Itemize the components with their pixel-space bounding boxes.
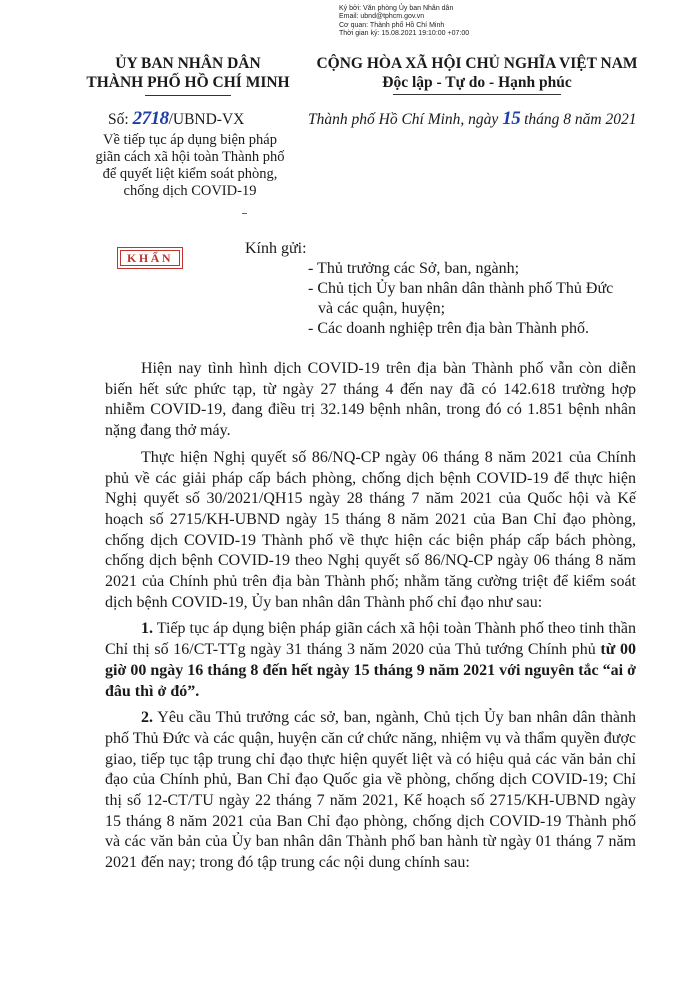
stamp-label: KHẨN: [127, 250, 173, 265]
item-1-emphasis: từ 00 giờ 00 ngày 16 tháng 8 đến hết ngày 15 tháng 9 năm 2021 với nguyên tắc “ai ở đâu thì ở đó”.: [105, 641, 637, 700]
handwritten-day: 15: [502, 108, 521, 129]
motto-underline: [393, 94, 561, 95]
recipient-1: - Thủ trưởng các Sở, ban, ngành;: [308, 260, 520, 277]
nation-name: CỘNG HÒA XÃ HỘI CHỦ NGHĨA VIỆT NAM: [316, 55, 638, 72]
national-motto: [312, 54, 642, 92]
issue-date: [308, 108, 636, 130]
signature-agency: Cơ quan: Thành phố Hồ Chí Minh: [339, 21, 445, 29]
body-paragraph-1: Hiện nay tình hình dịch COVID-19 trên địa bàn Thành phố vẫn còn diễn biến hết sức phức tạp, từ ngày 27 tháng 4 đến nay đã có 142.618 trường hợp nhiễm COVID-19, đang điều trị 32.149 bệnh nhân, trong đó có 1.851 bệnh nhân nặng đang thở máy.: [105, 360, 636, 440]
handwritten-number: 2718: [132, 108, 169, 129]
date-suffix: tháng 8 năm 2021: [520, 111, 637, 128]
stamp-inner-border: [120, 250, 180, 266]
recipients-greeting: Kính gửi:: [245, 240, 307, 257]
signature-email: Email: ubnd@tphcm.gov.vn: [339, 13, 425, 21]
body-paragraph-4: [105, 708, 636, 874]
item-2-text: Yêu cầu Thủ trưởng các sở, ban, ngành, Chủ tịch Ủy ban nhân dân thành phố Thủ Đức và các quận, huyện căn cứ chức năng, nhiệm vụ và thẩm quyền được giao, tiếp tục tập trung chỉ đạo thực hiện quyết liệt và có hiệu quả các văn bản chỉ đạo của Chính phủ, Ban Chỉ đạo Quốc gia về phòng, chống dịch COVID-19; Chỉ thị số 12-CT/TU ngày 22 tháng 7 năm 2021, Kế hoạch số 2715/KH-UBND ngày 15 tháng 8 năm 2021 của Ban Chỉ đạo phòng, chống dịch COVID-19 Thành phố và các văn bản của Ủy ban nhân dân Thành phố ban hành từ ngày 01 tháng 7 năm 2021 đến nay; trong đó tập trung các nội dung chính sau:: [105, 709, 636, 872]
subject-line-1: Về tiếp tục áp dụng biện pháp: [103, 132, 277, 148]
issuing-agency: [78, 54, 298, 92]
item-number-2: 2.: [141, 709, 153, 727]
body-paragraph-2: Thực hiện Nghị quyết số 86/NQ-CP ngày 06 tháng 8 năm 2021 của Chính phủ về các giải pháp cấp bách phòng, chống dịch bệnh COVID-19 để thực hiện Nghị quyết số 30/2021/QH15 ngày 28 tháng 7 năm 2021 của Quốc hội và Kế hoạch số 2715/KH-UBND ngày 15 tháng 8 năm 2021 của Ban Chỉ đạo phòng, chống dịch COVID-19 Thành phố về thực hiện các biện pháp cấp bách phòng, chống dịch bệnh COVID-19 theo Nghị quyết số 86/NQ-CP ngày 06 tháng 8 năm 2021 của Chính phủ trên địa bàn Thành phố; nhằm tăng cường triệt để kiểm soát dịch bệnh COVID-19, Ủy ban nhân dân Thành phố chỉ đạo như sau:: [105, 448, 636, 611]
body-paragraph-3: [105, 619, 636, 702]
digital-signature-info: [339, 5, 469, 39]
agency-line-2: THÀNH PHỐ HỒ CHÍ MINH: [86, 74, 290, 91]
subject-line-4: chống dịch COVID-19: [123, 183, 257, 199]
recipient-3: - Các doanh nghiệp trên địa bàn Thành phố.: [308, 320, 589, 337]
subject-line-2: giãn cách xã hội toàn Thành phố: [95, 149, 285, 165]
date-prefix: Thành phố Hồ Chí Minh, ngày: [308, 111, 503, 128]
agency-underline: [145, 95, 231, 96]
signature-signer: Ký bởi: Văn phòng Ủy ban Nhân dân: [339, 5, 454, 12]
doc-number-suffix: /UBND-VX: [168, 111, 245, 128]
subject-dash-mark: [242, 213, 247, 214]
document-number: [108, 108, 244, 130]
document-body: [105, 359, 636, 874]
subject-line-3: để quyết liệt kiểm soát phòng,: [102, 166, 278, 182]
agency-line-1: ỦY BAN NHÂN DÂN: [115, 55, 261, 72]
item-1-text: Tiếp tục áp dụng biện pháp giãn cách xã hội toàn Thành phố theo tinh thần Chỉ thị số 16/CT-TTg ngày 31 tháng 3 năm 2020 của Thủ tướng Chính phủ: [105, 620, 636, 659]
doc-number-prefix: Số:: [108, 111, 133, 128]
signature-time: Thời gian ký: 15.08.2021 19:10:00 +07:00: [339, 30, 470, 38]
urgent-stamp: [117, 247, 183, 269]
item-number-1: 1.: [141, 620, 153, 638]
recipient-2-cont: và các quận, huyện;: [318, 300, 446, 317]
document-subject: [95, 132, 285, 200]
motto: Độc lập - Tự do - Hạnh phúc: [382, 74, 572, 91]
recipient-2: - Chủ tịch Ủy ban nhân dân thành phố Thủ Đức: [308, 280, 614, 297]
